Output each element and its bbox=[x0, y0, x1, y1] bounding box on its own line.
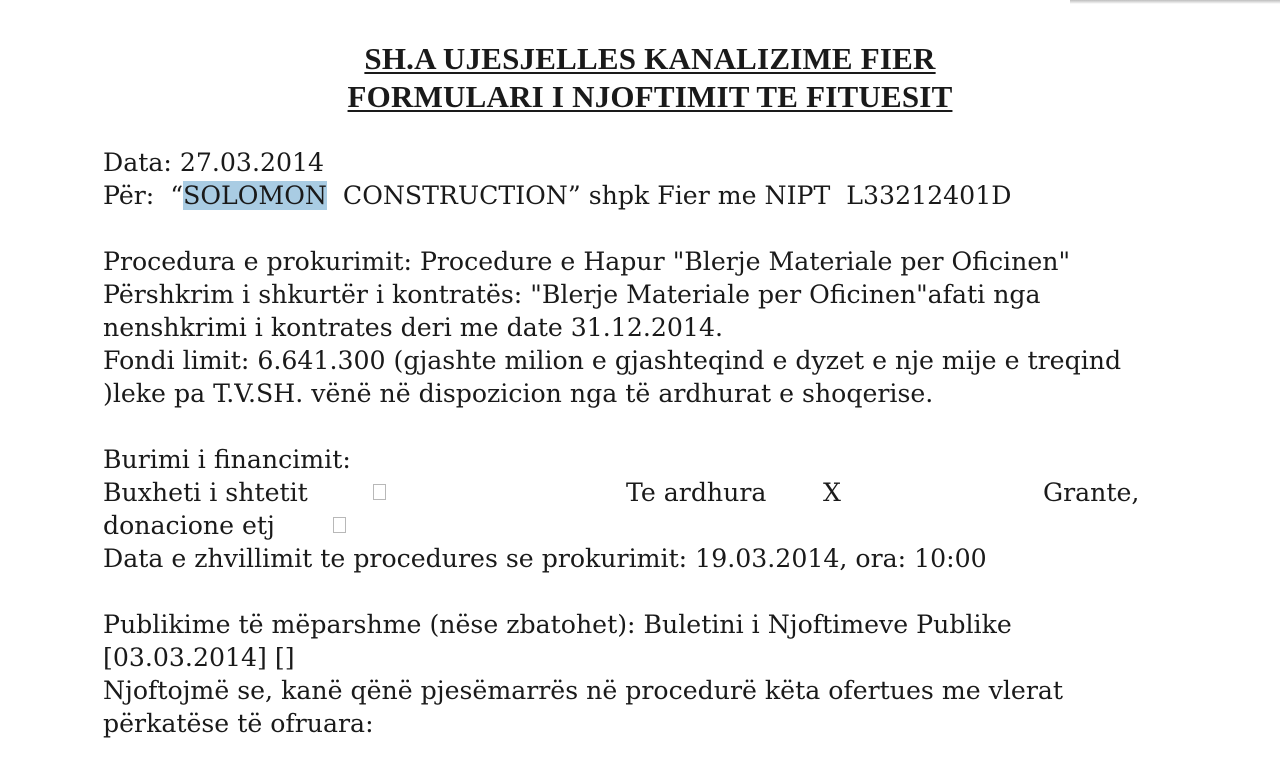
window-edge-shadow bbox=[1070, 0, 1280, 4]
funding-source-options bbox=[103, 476, 1233, 509]
contract-description-line-1: Përshkrim i shkurtër i kontratës: "Blerje Materiale per Oficinen"afati nga bbox=[103, 280, 1041, 309]
recipient-line bbox=[103, 179, 1233, 212]
state-budget-label: Buxheti i shtetit bbox=[103, 478, 308, 507]
bidders-intro-line-2: përkatëse të ofruara: bbox=[103, 709, 374, 738]
company-title: SH.A UJESJELLES KANALIZIME FIER bbox=[364, 41, 936, 76]
notice-date: Data: 27.03.2014 bbox=[103, 148, 325, 177]
recipient-prefix: Për: “ bbox=[103, 181, 184, 210]
state-budget-checkbox[interactable] bbox=[373, 476, 386, 509]
procedure-type: Procedura e prokurimit: Procedure e Hapur "Blerje Materiale per Oficinen" bbox=[103, 247, 1071, 276]
grants-label: Grante, bbox=[1043, 478, 1140, 507]
fund-limit-line-1: Fondi limit: 6.641.300 (gjashte milion e gjashteqind e dyzet e nje mije e treqind bbox=[103, 346, 1122, 375]
fund-limit-line-2: )leke pa T.V.SH. vënë në dispozicion nga të ardhurat e shoqerise. bbox=[103, 379, 934, 408]
donations-row bbox=[103, 509, 1233, 542]
publications-line-2: [03.03.2014] [] bbox=[103, 643, 295, 672]
recipient-rest: CONSTRUCTION” shpk Fier me NIPT L33212401D bbox=[326, 181, 1012, 210]
donations-checkbox[interactable] bbox=[333, 509, 346, 542]
document-header bbox=[0, 40, 1280, 116]
spacer bbox=[103, 410, 1233, 443]
selected-text[interactable]: SOLOMON bbox=[183, 181, 327, 210]
funding-source-label: Burimi i financimit: bbox=[103, 445, 351, 474]
bidders-intro-line-1: Njoftojmë se, kanë qënë pjesëmarrës në procedurë këta ofertues me vlerat bbox=[103, 676, 1064, 705]
publications-line-1: Publikime të mëparshme (nëse zbatohet): Buletini i Njoftimeve Publike bbox=[103, 610, 1012, 639]
form-title: FORMULARI I NJOFTIMIT TE FITUESIT bbox=[347, 79, 953, 114]
procedure-date: Data e zhvillimit te procedures se prokurimit: 19.03.2014, ora: 10:00 bbox=[103, 544, 987, 573]
spacer bbox=[103, 212, 1233, 245]
spacer bbox=[103, 575, 1233, 608]
document-body bbox=[103, 146, 1233, 740]
donations-label: donacione etj bbox=[103, 511, 275, 540]
revenue-label: Te ardhura bbox=[626, 478, 767, 507]
contract-description-line-2: nenshkrimi i kontrates deri me date 31.12.2014. bbox=[103, 313, 723, 342]
revenue-checked-mark: X bbox=[823, 478, 841, 507]
